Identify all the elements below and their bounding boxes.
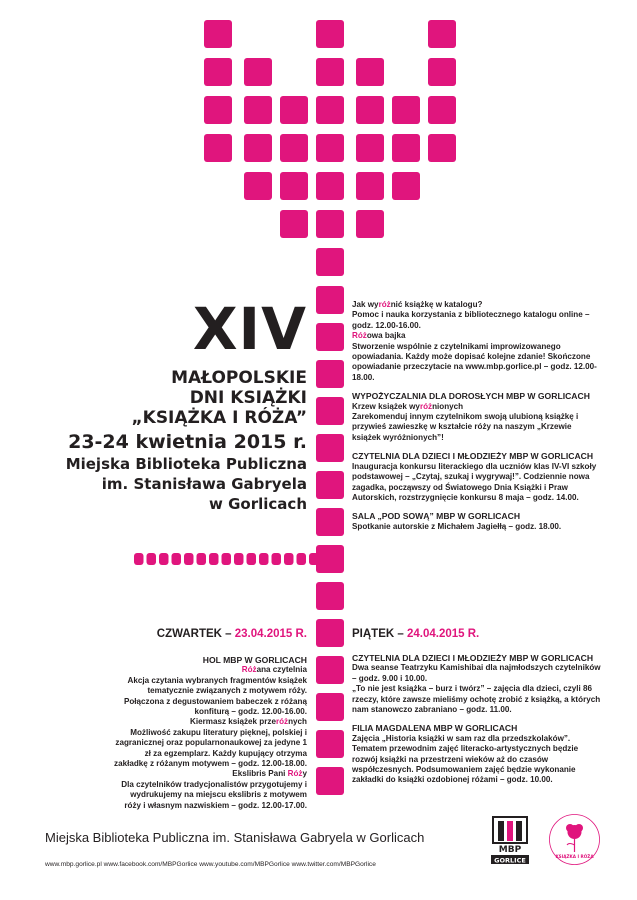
grid-square — [316, 656, 344, 684]
section-heading: CZYTELNIA DLA DZIECI I MŁODZIEŻY MBP W GORLICACH — [352, 653, 594, 663]
grid-square — [428, 20, 456, 48]
title-line2: DNI KSIĄŻKI — [189, 388, 307, 408]
grid-square — [356, 96, 384, 124]
grid-square — [316, 397, 344, 425]
section-body: Dla czytelników tradycjonalistów przygotujemy i wydrukujemy na miejscu ekslibris z motywem róży i własnym nazwiskiem – godz. 12.00-17.00. — [121, 779, 307, 810]
grid-square — [244, 96, 272, 124]
grid-square — [356, 172, 384, 200]
section-heading: CZYTELNIA DLA DZIECI I MŁODZIEŻY MBP W GORLICACH — [352, 451, 594, 462]
section-body: Inauguracja konkursu literackiego dla uczniów klas IV-VI szkoły podstawowej – „Czytaj, szukaj i wygrywaj!”. Codziennie nowa zagadka, począwszy od Światowego Dnia Książki i Praw Autorskich, rozstrzygnięcie konkursu 8 maja – godz. 14.00. — [352, 461, 597, 502]
thursday-program — [112, 627, 307, 811]
grid-square — [316, 693, 344, 721]
footer-library-name: Miejska Biblioteka Publiczna im. Stanisława Gabryela w Gorlicach — [45, 830, 425, 845]
footer-links[interactable]: www.mbp.gorlice.pl www.facebook.com/MBPGorlice www.youtube.com/MBPGorlice www.twitter.com/MBPGorlice — [45, 861, 376, 868]
thursday-heading — [112, 627, 307, 641]
grid-square — [134, 553, 144, 565]
org-line2: im. Stanisława Gabryela — [101, 475, 307, 493]
program-upper-right — [352, 300, 602, 532]
grid-square — [316, 210, 344, 238]
catalog-body: Pomoc i nauka korzystania z bibliotecznego katalogu online – godz. 12.00-16.00. — [352, 310, 590, 330]
text: Krzew książek wy — [352, 401, 420, 411]
grid-square — [316, 134, 344, 162]
grid-square — [280, 96, 308, 124]
grid-square — [356, 58, 384, 86]
grid-square — [316, 619, 344, 647]
day-label: PIĄTEK – — [352, 628, 407, 640]
highlight: Róż — [352, 331, 367, 341]
org-line3: w Gorlicach — [209, 495, 307, 513]
seal-text: KSIĄŻKA I RÓŻA — [555, 854, 594, 859]
grid-square — [316, 58, 344, 86]
grid-square — [197, 553, 207, 565]
grid-square — [316, 323, 344, 351]
grid-square — [428, 58, 456, 86]
grid-square — [316, 508, 344, 536]
grid-square — [316, 730, 344, 758]
grid-square — [209, 553, 219, 565]
grid-square — [159, 553, 169, 565]
org-line1: Miejska Biblioteka Publiczna — [65, 455, 307, 473]
edition-number: XIV — [192, 295, 307, 363]
mbp-logo — [489, 815, 531, 867]
highlight: róż — [419, 401, 433, 411]
event-dates: 23-24 kwietnia 2015 r. — [68, 431, 307, 453]
section-heading: WYPOŻYCZALNIA DLA DOROSŁYCH MBP W GORLICACH — [352, 391, 590, 402]
friday-heading — [352, 627, 602, 641]
grid-square — [428, 96, 456, 124]
friday-program — [352, 627, 602, 786]
section-body: „To nie jest książka – burz i twórz” – zajęcia dla dzieci, czyli 86 rzeczy, które zawsze mieliśmy ochotę zrobić z książką, a których nam stanowczo zabraniano – godz. 11.00. — [352, 684, 601, 715]
section-body: Zarekomenduj innym czytelnikom swoją ulubioną książkę i przywieś zawieszkę w kształcie róży na naszym „Krzewie książek wyróżnionych”! — [352, 412, 579, 442]
grid-square — [316, 360, 344, 388]
grid-square — [316, 96, 344, 124]
grid-square — [204, 96, 232, 124]
grid-square — [392, 96, 420, 124]
grid-square — [316, 248, 344, 276]
text: Ekslibris Pani — [232, 769, 288, 779]
grid-square — [204, 134, 232, 162]
grid-square — [356, 210, 384, 238]
section-body: Możliwość zakupu literatury pięknej, polskiej i zagranicznej oraz popularnonaukowej za jedyne 1 zł za egzemplarz. Każdy kupujący otrzyma zakładkę z różanym motywem – godz. 12.00-18.00. — [114, 727, 307, 769]
section-heading: HOL MBP W GORLICACH — [202, 655, 307, 665]
section-heading: FILIA MAGDALENA MBP W GORLICACH — [352, 723, 518, 734]
grid-square — [297, 553, 307, 565]
grid-square — [280, 172, 308, 200]
grid-square — [204, 58, 232, 86]
grid-square — [316, 20, 344, 48]
text: Kiermasz książek prze — [190, 717, 276, 727]
text: ana czytelnia — [256, 665, 307, 675]
text: owa bajka — [366, 331, 406, 341]
grid-square — [392, 134, 420, 162]
grid-square — [316, 434, 344, 462]
grid-square — [244, 172, 272, 200]
grid-square — [309, 553, 319, 565]
text: y — [302, 769, 307, 779]
section-body: Akcja czytania wybranych fragmentów książek tematycznie związanych z motywem róży. Połączona z degustowaniem babeczek z różaną konfiturą – godz. 12.00-16.00. — [123, 675, 307, 717]
day-date: 24.04.2015 R. — [406, 628, 480, 640]
grid-square — [172, 553, 182, 565]
day-date: 23.04.2015 R. — [234, 628, 307, 640]
grid-square — [244, 58, 272, 86]
grid-square — [147, 553, 157, 565]
highlight: róż — [378, 300, 391, 309]
day-label: CZWARTEK – — [156, 628, 235, 640]
highlight: Róż — [287, 769, 303, 779]
grid-square — [280, 210, 308, 238]
grid-square — [316, 545, 344, 573]
grid-square — [280, 134, 308, 162]
text: Jak wy — [352, 300, 379, 309]
grid-square — [259, 553, 269, 565]
title-block — [65, 295, 307, 514]
grid-square — [244, 134, 272, 162]
text: nych — [288, 717, 307, 727]
grid-square — [222, 553, 232, 565]
title-line3: „KSIĄŻKA I RÓŻA” — [131, 408, 307, 428]
logo-text: MBP — [498, 845, 522, 855]
title-line1: MAŁOPOLSKIE — [171, 368, 307, 388]
grid-square — [204, 20, 232, 48]
grid-square — [428, 134, 456, 162]
grid-square — [234, 553, 244, 565]
section-heading: SALA „POD SOWĄ” MBP W GORLICACH — [352, 511, 521, 522]
grid-square — [316, 582, 344, 610]
highlight: róż — [275, 717, 289, 727]
grid-square — [184, 553, 194, 565]
rose-seal-logo — [547, 812, 602, 867]
section-body: Zajęcia „Historia książki w sam raz dla przedszkolaków”. Tematem przewodnim zajęć literacko-artystycznych będzie rozwój książki na przestrzeni wieków aż do czasów współczesnych. Podsumowaniem zajęć będzie wykonanie zakładki do książki ozdobionej różami – godz. 10.00. — [352, 733, 579, 785]
grid-square — [392, 172, 420, 200]
story-body: Stworzenie wspólnie z czytelnikami improwizowanego opowiadania. Każdy może dopisać kolejne zdanie! Skończone opowiadanie przeczytacie na www.mbp.gorlice.pl – godz. 12.00-18.00. — [352, 341, 597, 382]
logo-subtext: GORLICE — [494, 856, 526, 865]
grid-square — [316, 172, 344, 200]
grid-square — [356, 134, 384, 162]
section-body: Spotkanie autorskie z Michałem Jagiełłą – godz. 18.00. — [352, 521, 562, 531]
section-body: Dwa seanse Teatrzyku Kamishibai dla najmłodszych czytelników – godz. 9.00 i 10.00. — [352, 663, 601, 683]
grid-square — [316, 767, 344, 795]
grid-square — [272, 553, 282, 565]
grid-square — [284, 553, 294, 565]
text: nionych — [432, 401, 464, 411]
grid-square — [247, 553, 257, 565]
text: nić książkę w katalogu? — [390, 300, 483, 309]
grid-square — [316, 286, 344, 314]
grid-square — [316, 471, 344, 499]
highlight: Róż — [241, 665, 257, 675]
